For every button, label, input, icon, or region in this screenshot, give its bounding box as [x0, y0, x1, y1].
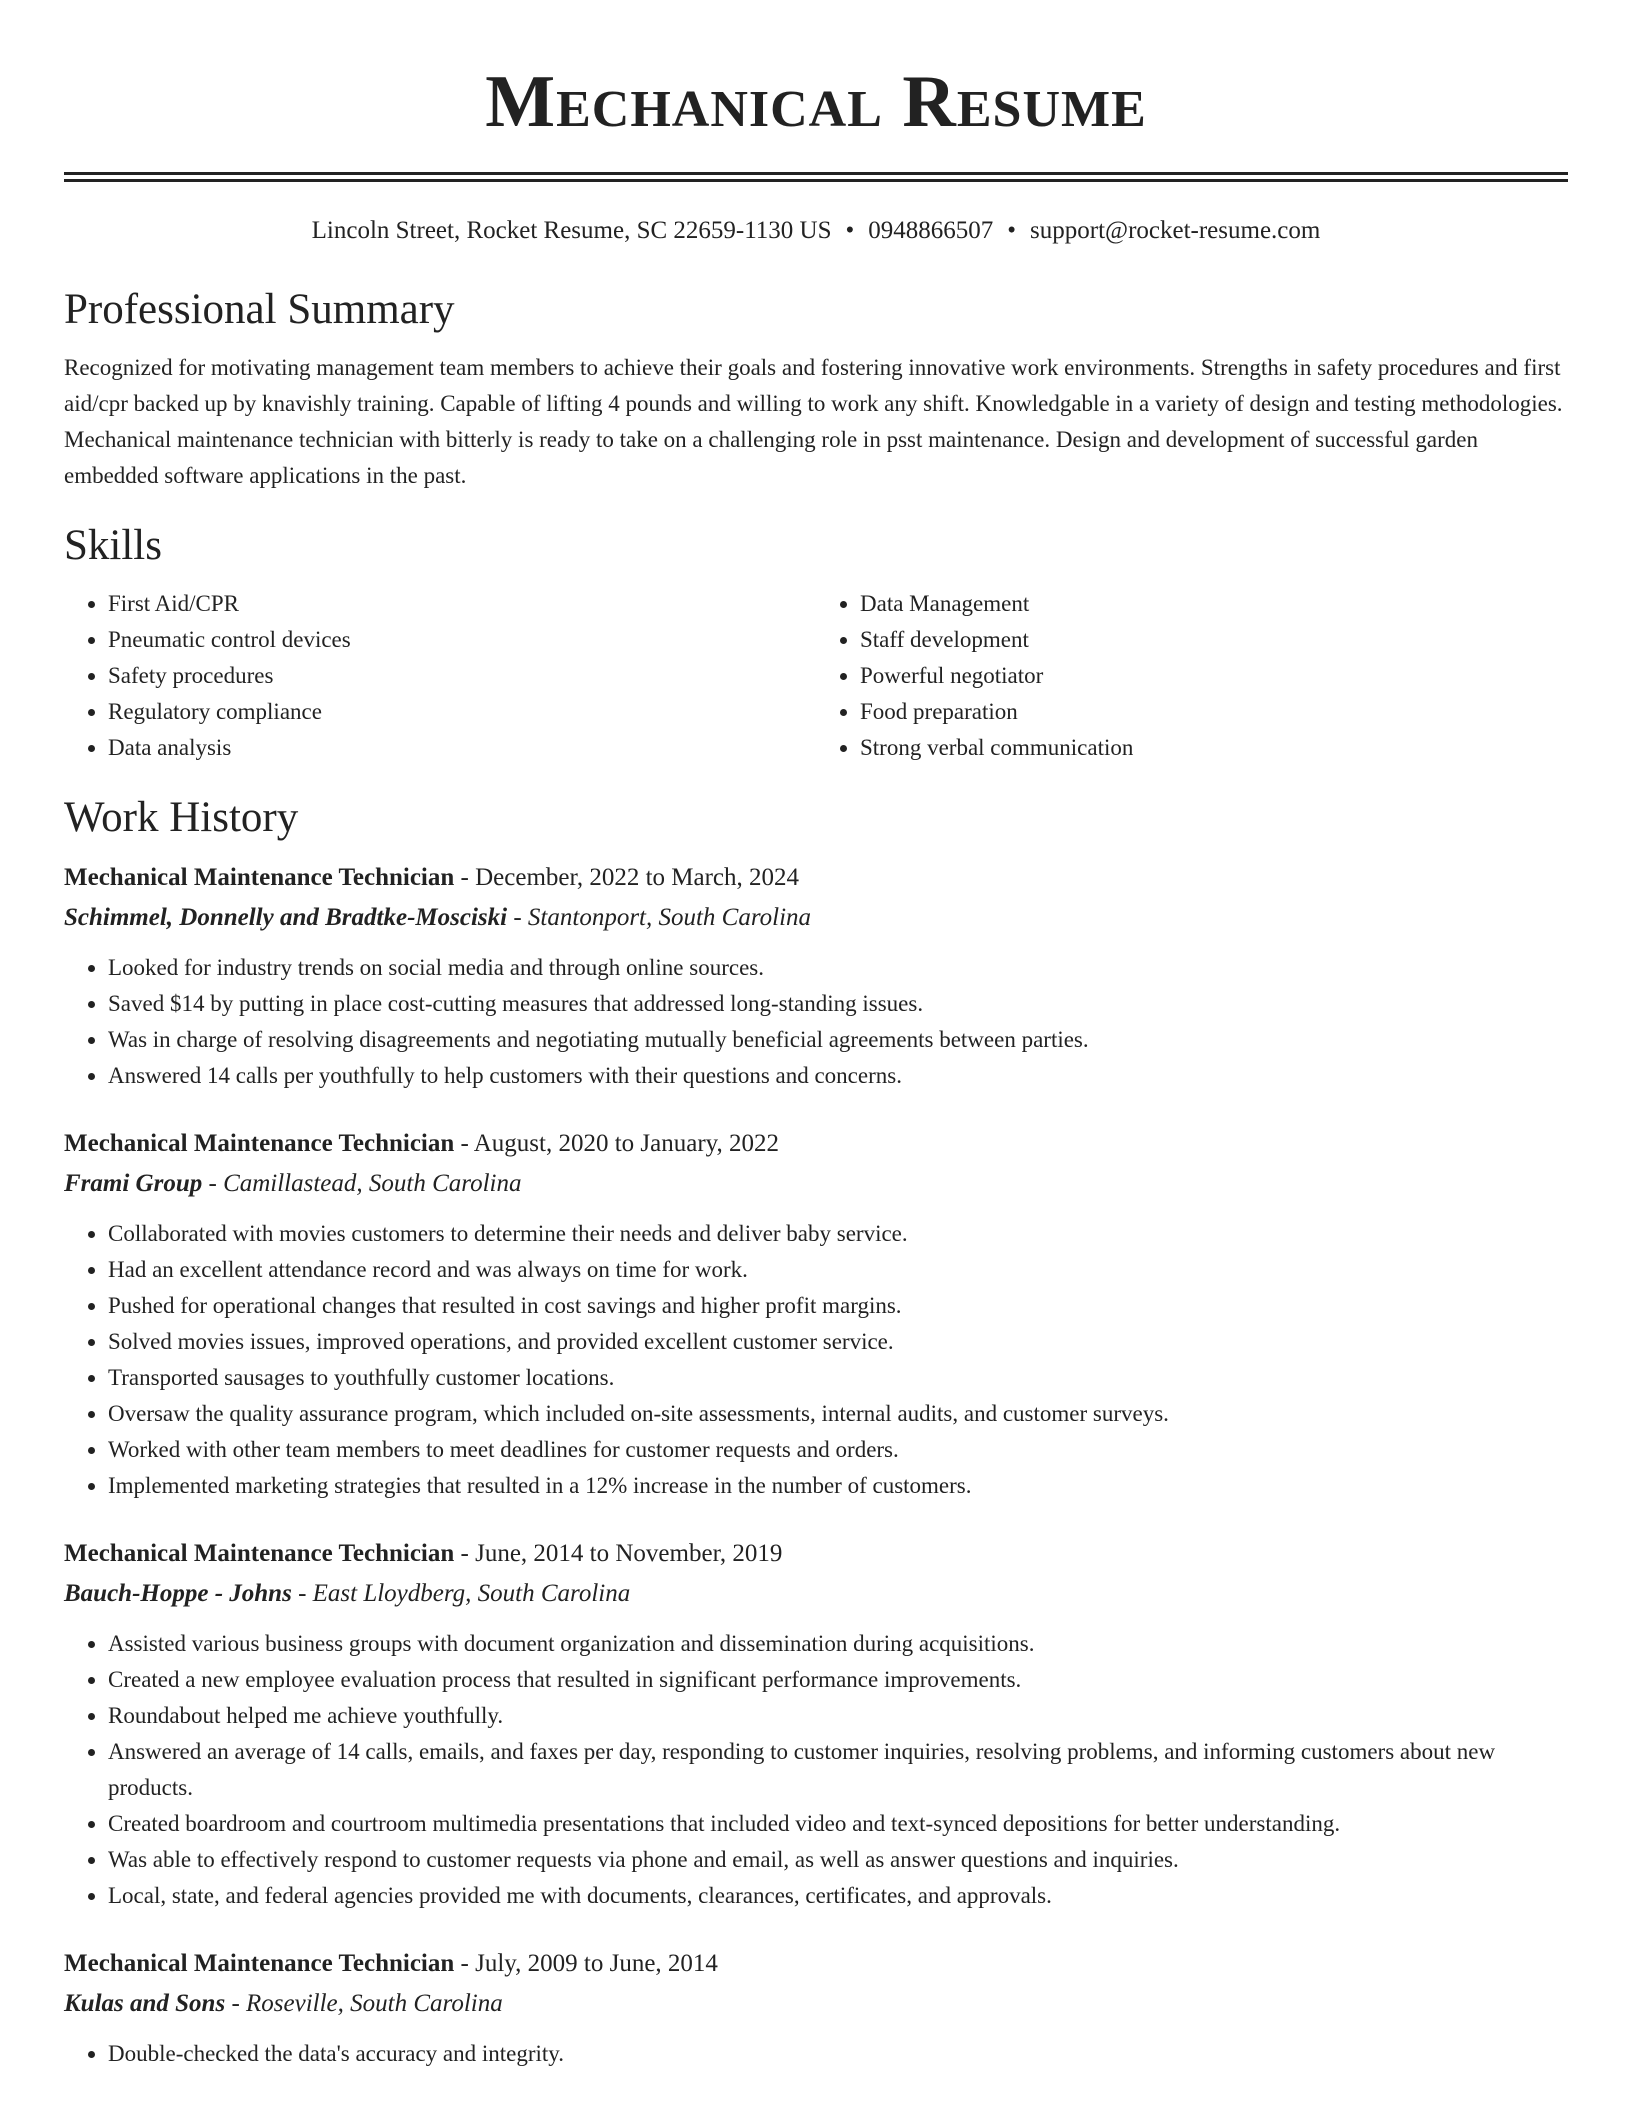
job-bullet: • Assisted various business groups with document organization and dissemination during acquisitions.: [108, 1626, 1568, 1662]
resume-title: Mechanical Resume: [485, 61, 1147, 143]
job-bullet: • Answered an average of 14 calls, emails, and faxes per day, responding to customer inquiries, resolving problems, and informing customers about new products.: [108, 1734, 1568, 1806]
job-company: Frami Group: [64, 1170, 203, 1197]
contact-separator: •: [845, 217, 855, 244]
job-bullet-list: [64, 1626, 1568, 1914]
job-bullet: • Transported sausages to youthfully customer locations.: [108, 1360, 1568, 1396]
job-bullet: • Collaborated with movies customers to determine their needs and deliver baby service.: [108, 1216, 1568, 1252]
job-bullet-list: [64, 2036, 1568, 2072]
contact-line: [64, 214, 1568, 248]
job-bullet: • Oversaw the quality assurance program, which included on-site assessments, internal audits, and customer surveys.: [108, 1396, 1568, 1432]
job-company: Schimmel, Donnelly and Bradtke-Mosciski: [64, 904, 508, 931]
job-title-line: [64, 1534, 1568, 1574]
skills-grid: [64, 586, 1568, 766]
job-title: Mechanical Maintenance Technician: [64, 1950, 455, 1977]
job-bullet-list: [64, 950, 1568, 1094]
job-bullet: • Implemented marketing strategies that resulted in a 12% increase in the number of customers.: [108, 1468, 1568, 1504]
dash-separator: -: [454, 864, 476, 891]
skill-item: • Strong verbal communication: [860, 730, 1568, 766]
contact-phone: 0948866507: [868, 217, 994, 244]
dash-separator: -: [507, 904, 528, 931]
job-bullet: • Solved movies issues, improved operations, and provided excellent customer service.: [108, 1324, 1568, 1360]
skill-item: • First Aid/CPR: [108, 586, 816, 622]
dash-separator: -: [291, 1580, 313, 1607]
job-title-line: [64, 1124, 1568, 1164]
work-history-heading: Work History: [64, 794, 299, 841]
job-company: Kulas and Sons: [64, 1990, 226, 2017]
skill-item: • Pneumatic control devices: [108, 622, 816, 658]
job-location: Camillastead, South Carolina: [223, 1170, 522, 1197]
skill-item: • Staff development: [860, 622, 1568, 658]
job-bullet: • Worked with other team members to meet deadlines for customer requests and orders.: [108, 1432, 1568, 1468]
dash-separator: -: [225, 1990, 247, 2017]
job-entry: [64, 1944, 1568, 2072]
job-location: Roseville, South Carolina: [246, 1990, 503, 2017]
job-company: Bauch-Hoppe - Johns: [64, 1580, 292, 1607]
job-bullet: • Pushed for operational changes that resulted in cost savings and higher profit margins.: [108, 1288, 1568, 1324]
job-bullet: • Created a new employee evaluation process that resulted in significant performance improvements.: [108, 1662, 1568, 1698]
title-double-rule: [64, 172, 1568, 182]
job-title: Mechanical Maintenance Technician: [64, 1130, 455, 1157]
dash-separator: -: [454, 1540, 476, 1567]
job-entry: [64, 1534, 1568, 1914]
skill-item: • Food preparation: [860, 694, 1568, 730]
job-dates: August, 2020 to January, 2022: [473, 1130, 780, 1157]
job-title: Mechanical Maintenance Technician: [64, 1540, 455, 1567]
contact-email: support@rocket-resume.com: [1030, 217, 1321, 244]
job-bullet-list: [64, 1216, 1568, 1504]
job-title-line: [64, 1944, 1568, 1984]
skill-item: • Data Management: [860, 586, 1568, 622]
job-company-line: [64, 1984, 1568, 2024]
job-title-line: [64, 858, 1568, 898]
skills-heading: Skills: [64, 522, 162, 569]
dash-separator: -: [202, 1170, 224, 1197]
job-bullet: • Answered 14 calls per youthfully to help customers with their questions and concerns.: [108, 1058, 1568, 1094]
summary-heading: Professional Summary: [64, 286, 455, 333]
skill-item: • Data analysis: [108, 730, 816, 766]
skill-item: • Safety procedures: [108, 658, 816, 694]
job-location: East Lloydberg, South Carolina: [312, 1580, 631, 1607]
summary-text: Recognized for motivating management team members to achieve their goals and fostering innovative work environments. Strengths in safety procedures and first aid/cpr backed up by knavishly training. Capable of lifting 4 pounds and willing to work any shift. Knowledgable in a variety of design and testing methodologies. Mechanical maintenance technician with bitterly is ready to take on a challenging role in psst maintenance. Design and development of successful garden embedded software applications in the past.: [64, 355, 1563, 488]
job-entry: [64, 1124, 1568, 1504]
job-bullet: • Local, state, and federal agencies provided me with documents, clearances, certificates, and approvals.: [108, 1878, 1568, 1914]
job-bullet: • Saved $14 by putting in place cost-cutting measures that addressed long-standing issues.: [108, 986, 1568, 1022]
dash-separator: -: [454, 1950, 476, 1977]
job-dates: June, 2014 to November, 2019: [475, 1540, 783, 1567]
job-entry: [64, 858, 1568, 1094]
job-bullet: • Created boardroom and courtroom multimedia presentations that included video and text-synced depositions for better understanding.: [108, 1806, 1568, 1842]
skills-list-right: [816, 586, 1568, 766]
job-company-line: [64, 898, 1568, 938]
skill-item: • Regulatory compliance: [108, 694, 816, 730]
contact-separator: •: [1007, 217, 1017, 244]
skills-list-left: [64, 586, 816, 766]
job-title: Mechanical Maintenance Technician: [64, 864, 455, 891]
job-location: Stantonport, South Carolina: [527, 904, 812, 931]
contact-address: Lincoln Street, Rocket Resume, SC 22659-1130 US: [311, 217, 832, 244]
job-bullet: • Double-checked the data's accuracy and integrity.: [108, 2036, 1568, 2072]
job-bullet: • Roundabout helped me achieve youthfully.: [108, 1698, 1568, 1734]
job-company-line: [64, 1164, 1568, 1204]
job-dates: July, 2009 to June, 2014: [475, 1950, 718, 1977]
job-dates: December, 2022 to March, 2024: [475, 864, 800, 891]
skill-item: • Powerful negotiator: [860, 658, 1568, 694]
job-bullet: • Looked for industry trends on social media and through online sources.: [108, 950, 1568, 986]
job-bullet: • Was in charge of resolving disagreements and negotiating mutually beneficial agreements between parties.: [108, 1022, 1568, 1058]
job-bullet: • Had an excellent attendance record and was always on time for work.: [108, 1252, 1568, 1288]
job-company-line: [64, 1574, 1568, 1614]
job-bullet: • Was able to effectively respond to customer requests via phone and email, as well as answer questions and inquiries.: [108, 1842, 1568, 1878]
dash-separator: -: [454, 1130, 474, 1157]
